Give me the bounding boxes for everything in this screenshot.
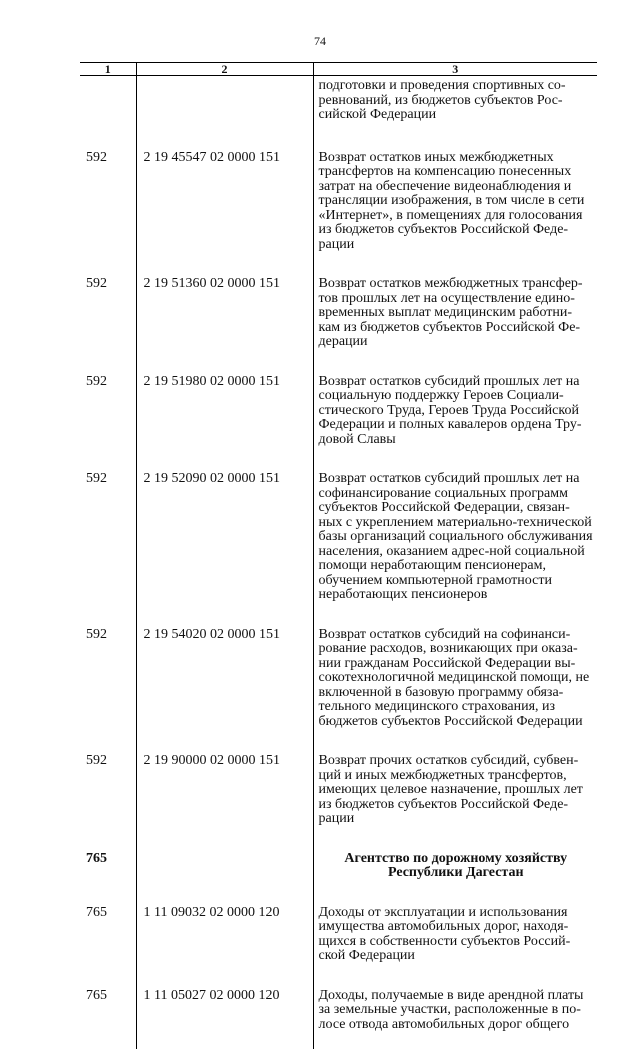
cell-text: 2 19 54020 02 0000 151	[144, 620, 313, 660]
header-col-1: 1	[80, 63, 136, 76]
cell-text: 1 11 05027 02 0000 120	[144, 981, 313, 1021]
cell-text: 765	[86, 844, 136, 884]
cell-col3	[313, 844, 597, 898]
cell-col2	[136, 746, 313, 844]
cell-text: 592	[86, 620, 136, 660]
table-header-row	[80, 63, 597, 76]
cell-text: Возврат остатков иных межбюджетных трансфертов на компенсацию понесенных затрат на обеспечение видеонаблюдения и трансляции изображения, в том числе в сети «Интернет», в помещениях для голосования из бюджетов субъектов Российской Феде-рации	[319, 143, 594, 270]
cell-col3	[313, 76, 597, 143]
cell-text: 592	[86, 464, 136, 504]
cell-col3	[313, 746, 597, 844]
cell-col1	[80, 367, 136, 465]
page-number: 74	[0, 34, 640, 49]
cell-col1	[80, 981, 136, 1049]
cell-col1	[80, 143, 136, 270]
cell-text	[144, 844, 313, 869]
cell-col1	[80, 620, 136, 747]
cell-col2	[136, 620, 313, 747]
table-row	[80, 620, 597, 747]
cell-col1	[80, 746, 136, 844]
cell-col1	[80, 269, 136, 367]
cell-col2	[136, 981, 313, 1049]
cell-text: 592	[86, 269, 136, 309]
cell-col2	[136, 143, 313, 270]
table-row	[80, 898, 597, 981]
cell-text: 765	[86, 898, 136, 938]
cell-text: Доходы, получаемые в виде арендной платы за земельные участки, расположенные в по-лосе отвода автомобильных дорог общего	[319, 981, 594, 1049]
cell-text: 765	[86, 981, 136, 1021]
cell-col1	[80, 76, 136, 143]
table-row	[80, 367, 597, 465]
cell-col3	[313, 981, 597, 1049]
cell-col3	[313, 367, 597, 465]
cell-text: Агентство по дорожному хозяйству Республики Дагестан	[319, 844, 594, 898]
cell-col1	[80, 898, 136, 981]
cell-text: 2 19 90000 02 0000 151	[144, 746, 313, 786]
cell-text: Возврат прочих остатков субсидий, субвен-ций и иных межбюджетных трансфертов, имеющих целевое назначение, прошлых лет из бюджетов субъектов Российской Феде-рации	[319, 746, 594, 844]
table-row	[80, 746, 597, 844]
cell-col2	[136, 76, 313, 143]
cell-col3	[313, 464, 597, 620]
cell-text: Возврат остатков межбюджетных трансфер-тов прошлых лет на осуществление едино-временных выплат медицинским работни-кам из бюджетов субъектов Российской Фе-дерации	[319, 269, 594, 367]
header-col-3: 3	[313, 63, 597, 76]
cell-text: подготовки и проведения спортивных со-ревнований, из бюджетов субъектов Рос-сийской Федерации	[319, 76, 594, 143]
cell-col3	[313, 269, 597, 367]
cell-text: Доходы от эксплуатации и использования имущества автомобильных дорог, находя-щихся в собственности субъектов Россий-ской Федерации	[319, 898, 594, 981]
cell-col3	[313, 898, 597, 981]
table-row	[80, 76, 597, 143]
cell-text: Возврат остатков субсидий на софинанси-рование расходов, возникающих при оказа-нии гражданам Российской Федерации вы-сокотехнологичной медицинской помощи, не включенной в базовую программу обяза-тельного медицинского страхования, из бюджетов субъектов Российской Федерации	[319, 620, 594, 747]
cell-col1	[80, 464, 136, 620]
cell-text	[144, 76, 313, 99]
cell-col2	[136, 269, 313, 367]
cell-text: Возврат остатков субсидий прошлых лет на софинансирование социальных программ субъектов Российской Федерации, связан-ных с укреплением материально-технической базы организаций социального обслуживания населения, оказанием адрес-ной социальной помощи неработающим пенсионерам, обучением компьютерной грамотности неработающих пенсионеров	[319, 464, 594, 620]
cell-col2	[136, 464, 313, 620]
cell-text: 592	[86, 746, 136, 786]
cell-text: 1 11 09032 02 0000 120	[144, 898, 313, 938]
cell-text: 2 19 45547 02 0000 151	[144, 143, 313, 183]
cell-text: 2 19 51980 02 0000 151	[144, 367, 313, 407]
cell-text: 2 19 52090 02 0000 151	[144, 464, 313, 504]
header-col-2: 2	[136, 63, 313, 76]
cell-col1	[80, 844, 136, 898]
cell-col3	[313, 143, 597, 270]
revenue-codes-table	[80, 62, 597, 1049]
cell-text: 592	[86, 367, 136, 407]
table-row	[80, 464, 597, 620]
cell-text: Возврат остатков субсидий прошлых лет на социальную поддержку Героев Социали-стического Труда, Героев Труда Российской Федерации и полных кавалеров ордена Тру-довой Славы	[319, 367, 594, 465]
cell-text: 2 19 51360 02 0000 151	[144, 269, 313, 309]
table-row	[80, 143, 597, 270]
cell-text	[86, 76, 136, 99]
cell-col2	[136, 844, 313, 898]
cell-col2	[136, 898, 313, 981]
cell-col3	[313, 620, 597, 747]
table-row	[80, 981, 597, 1049]
table-row	[80, 269, 597, 367]
cell-col2	[136, 367, 313, 465]
table-row	[80, 844, 597, 898]
cell-text: 592	[86, 143, 136, 183]
